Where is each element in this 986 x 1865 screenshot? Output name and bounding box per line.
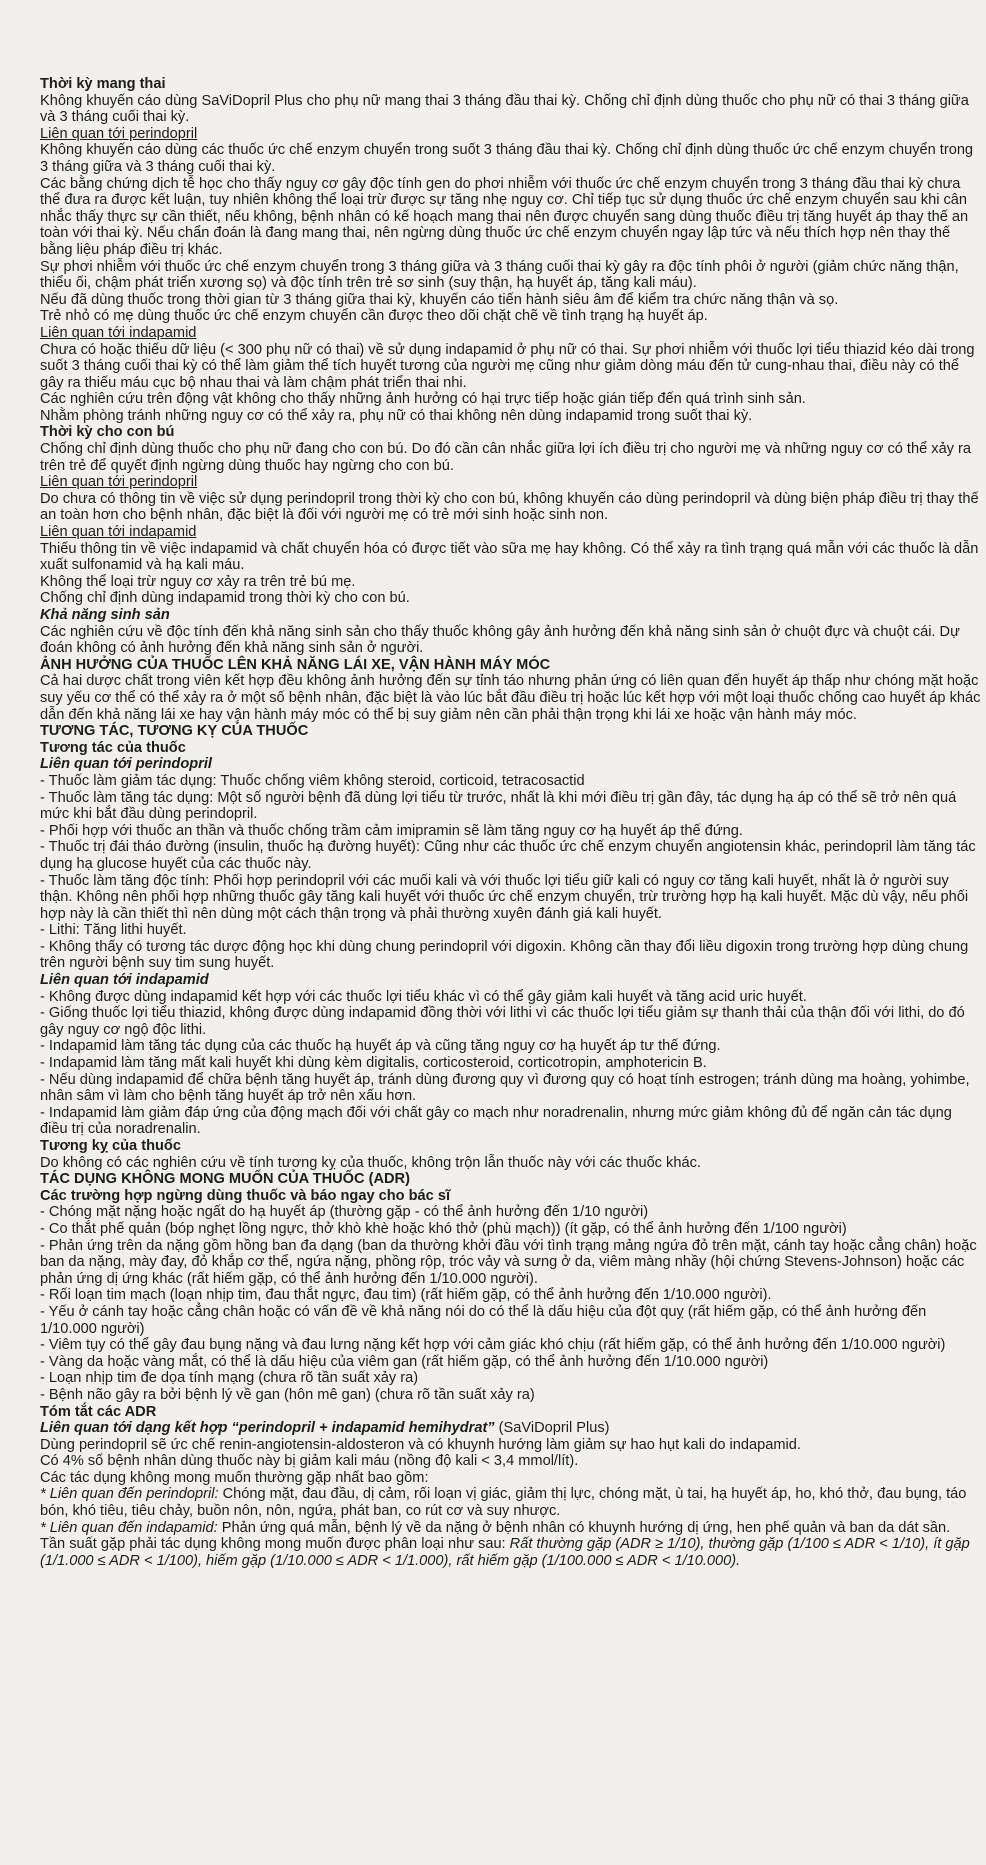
paragraph-tail: Rất thường gặp (ADR ≥ 1/10), thường gặp (1/100 ≤ ADR < 1/10), ít gặp (1/1.000 ≤ ADR < 1/100), hiếm gặp (1/10.000 ≤ ADR < 1/1.000), rất hiếm gặp (1/100.000 ≤ ADR < 1/10.000). — [40, 1536, 970, 1569]
section-heading: Thời kỳ cho con bú — [40, 424, 175, 441]
paragraph-body: Tần suất gặp phải tác dụng không mong muốn được phân loại như sau: — [40, 1536, 510, 1553]
subheading-underlined: Liên quan tới perindopril — [40, 125, 198, 142]
paragraph: - Bệnh não gây ra bởi bệnh lý về gan (hôn mê gan) (chưa rõ tần suất xảy ra) — [40, 1386, 535, 1403]
paragraph: - Yếu ở cánh tay hoặc cẳng chân hoặc có vấn đề về khả năng nói do có thể là dấu hiệu của đột quỵ (rất hiếm gặp, có thể ảnh hưởng đến 1/10.000 người) — [40, 1303, 927, 1337]
paragraph: Các nghiên cứu về độc tính đến khả năng sinh sản cho thấy thuốc không gây ảnh hưởng đến khả năng sinh sản ở chuột đực và chuột cái. Dự đoán không có ảnh hưởng đến khả năng sinh sản ở người. — [40, 623, 960, 657]
section-heading: Tóm tắt các ADR — [40, 1403, 157, 1420]
paragraph-body: Chóng mặt, đau đầu, dị cảm, rối loạn vị giác, giảm thị lực, chóng mặt, ù tai, hạ huyết áp, ho, khó thở, đau bụng, táo bón, khó tiêu, tiêu chảy, buồn nôn, nôn, ngứa, phát ban, co rút cơ và suy nhược. — [40, 1486, 967, 1520]
leaflet-text — [40, 76, 982, 1569]
paragraph: - Giống thuốc lợi tiểu thiazid, không được dùng indapamid đồng thời với lithi vì các thuốc lợi tiểu giảm sự thanh thải của thận đối với lithi, do đó gây nguy cơ ngộ độc lithi. — [40, 1005, 965, 1038]
paragraph: - Không thấy có tương tác dược động học khi dùng chung perindopril với digoxin. Không cần thay đổi liều digoxin trong trường hợp dùng chung trên người bệnh suy tim sung huyết. — [40, 938, 969, 972]
paragraph: - Nếu dùng indapamid để chữa bệnh tăng huyết áp, tránh dùng đương quy vì đương quy có hoạt tính estrogen; tránh dùng ma hoàng, yohimbe, nhân sâm vì làm cho bệnh tăng huyết áp trở nên xấu hơn. — [40, 1071, 970, 1105]
paragraph-lead: * Liên quan đến indapamid: — [40, 1519, 218, 1536]
paragraph: Trẻ nhỏ có mẹ dùng thuốc ức chế enzym chuyển cần được theo dõi chặt chẽ về tình trạng hạ huyết áp. — [40, 308, 708, 325]
paragraph: Chống chỉ định dùng indapamid trong thời kỳ cho con bú. — [40, 590, 410, 607]
paragraph: - Phản ứng trên da nặng gồm hồng ban đa dạng (ban da thường khởi đầu với tình trạng mảng ngứa đỏ trên mặt, cánh tay hoặc cẳng chân) hoặc ban da nặng, mày đay, đỏ khắp cơ thể, ngứa nặng, phồng rộp, tróc vảy và sưng ở da, viêm màng nhầy (hội chứng Stevens-Johnson) hoặc các phản ứng dị ứng khác (rất hiếm gặp, có thể ảnh hưởng đến 1/10.000 người). — [40, 1237, 977, 1287]
paragraph-body: Phản ứng quá mẫn, bệnh lý về da nặng ở bệnh nhân có khuynh hướng dị ứng, hen phế quản và ban da dát sần. — [217, 1519, 951, 1536]
paragraph — [40, 1486, 982, 1519]
paragraph: Các bằng chứng dịch tễ học cho thấy nguy cơ gây độc tính gen do phơi nhiễm với thuốc ức chế enzym chuyển trong 3 tháng đầu thai kỳ chưa thể đưa ra được kết luận, tuy nhiên không thể loại trừ được sự tăng nhẹ nguy cơ. Chỉ tiếp tục sử dụng thuốc ức chế enzym chuyển sau khi cân nhắc thấy thực sự cần thiết, nếu không, bệnh nhân có kế hoạch mang thai nên được chuyển sang dùng thuốc điều trị tăng huyết áp thay thế an toàn với thai kỳ. Nếu chẩn đoán là đang mang thai, nên ngừng dùng thuốc ức chế enzym chuyển ngay lập tức và nếu thích hợp nên thay thế bằng liệu pháp điều trị khác. — [40, 175, 969, 258]
paragraph: Do chưa có thông tin về việc sử dụng perindopril trong thời kỳ cho con bú, không khuyến cáo dùng perindopril và dùng biện pháp điều trị thay thế an toàn hơn cho bệnh nhân, đặc biệt là đối với người mẹ có trẻ mới sinh hoặc sinh non. — [40, 490, 979, 524]
section-heading: Tương kỵ của thuốc — [40, 1138, 181, 1154]
paragraph: - Viêm tụy có thể gây đau bụng nặng và đau lưng nặng kết hợp với cảm giác khó chịu (rất hiếm gặp, có thể ảnh hưởng đến 1/10.000 người) — [40, 1337, 946, 1354]
paragraph: - Indapamid làm tăng tác dụng của các thuốc hạ huyết áp và cũng tăng nguy cơ hạ huyết áp tư thế đứng. — [40, 1038, 721, 1055]
paragraph: - Chóng mặt nặng hoặc ngất do hạ huyết áp (thường gặp - có thể ảnh hưởng đến 1/10 người) — [40, 1204, 649, 1221]
paragraph: - Thuốc làm tăng tác dụng: Một số người bệnh đã dùng lợi tiểu từ trước, nhất là khi mới điều trị gần đây, tác dụng hạ áp có thể sẽ trở nên quá mức khi bắt đầu dùng perindopril. — [40, 789, 957, 823]
chapter-heading: ẢNH HƯỞNG CỦA THUỐC LÊN KHẢ NĂNG LÁI XE, VẬN HÀNH MÁY MÓC — [40, 656, 551, 673]
paragraph: - Thuốc làm giảm tác dụng: Thuốc chống viêm không steroid, corticoid, tetracosactid — [40, 772, 585, 789]
paragraph: - Thuốc làm tăng độc tính: Phối hợp perindopril với các muối kali và với thuốc lợi tiểu giữ kali có nguy cơ tăng kali huyết, nhất là ở người suy thận. Không nên phối hợp những thuốc gây tăng kali huyết với thuốc ức chế enzym chuyển, trừ trường hợp hạ kali huyết. Mặc dù vậy, nếu phối hợp này là cần thiết thì nên dùng một cách thận trọng và phải thường xuyên đánh giá kali huyết. — [40, 872, 969, 922]
paragraph: Không thể loại trừ nguy cơ xảy ra trên trẻ bú mẹ. — [40, 573, 356, 590]
paragraph: Nhằm phòng tránh những nguy cơ có thể xảy ra, phụ nữ có thai không nên dùng indapamid trong suốt thai kỳ. — [40, 407, 753, 424]
heading-lead: Liên quan tới dạng kết hợp “perindopril + indapamid hemihydrat” — [40, 1420, 495, 1437]
subsection-heading: Liên quan tới indapamid — [40, 972, 209, 989]
subsection-heading: Khả năng sinh sản — [40, 607, 170, 623]
heading-tail: (SaViDopril Plus) — [494, 1420, 610, 1437]
paragraph: - Vàng da hoặc vàng mắt, có thể là dấu hiệu của viêm gan (rất hiếm gặp, có thể ảnh hưởng đến 1/10.000 người) — [40, 1353, 769, 1370]
paragraph: Dùng perindopril sẽ ức chế renin-angiotensin-aldosteron và có khuynh hướng làm giảm sự hao hụt kali do indapamid. — [40, 1436, 801, 1453]
section-heading: Thời kỳ mang thai — [40, 76, 166, 92]
section-heading: Các trường hợp ngừng dùng thuốc và báo ngay cho bác sĩ — [40, 1187, 450, 1204]
paragraph: Các nghiên cứu trên động vật không cho thấy những ảnh hưởng có hại trực tiếp hoặc gián tiếp đến quá trình sinh sản. — [40, 391, 806, 408]
paragraph: Có 4% số bệnh nhân dùng thuốc này bị giảm kali máu (nồng độ kali < 3,4 mmol/lít). — [40, 1453, 579, 1470]
paragraph: - Indapamid làm giảm đáp ứng của động mạch đối với chất gây co mạch như noradrenalin, nhưng mức giảm không đủ để ngăn cản tác dụng điều trị của noradrenalin. — [40, 1104, 952, 1138]
paragraph: Cả hai dược chất trong viên kết hợp đều không ảnh hưởng đến sự tỉnh táo nhưng phản ứng có liên quan đến huyết áp thấp như chóng mặt hoặc suy yếu cơ thể có thể xảy ra ở một số bệnh nhân, đặc biệt là vào lúc bắt đầu điều trị hoặc lúc kết hợp với một loại thuốc chống cao huyết áp khác dẫn đến khả năng lái xe hay vận hành máy móc có thể bị suy giảm nên cần phải thận trọng khi lái xe hoặc vận hành máy móc. — [40, 673, 981, 723]
paragraph-lead: * Liên quan đến perindopril: — [40, 1486, 219, 1503]
paragraph: - Co thắt phế quản (bóp nghẹt lồng ngực, thở khò khè hoặc khó thở (phù mạch)) (ít gặp, có thể ảnh hưởng đến 1/100 người) — [40, 1220, 847, 1237]
subheading-underlined: Liên quan tới perindopril — [40, 474, 198, 491]
paragraph: - Indapamid làm tăng mất kali huyết khi dùng kèm digitalis, corticosteroid, corticotropin, amphotericin B. — [40, 1055, 707, 1072]
paragraph: - Thuốc trị đái tháo đường (insulin, thuốc hạ đường huyết): Cũng như các thuốc ức chế enzym chuyển angiotensin khác, perindopril làm tăng tác dụng hạ glucose huyết của các thuốc này. — [40, 839, 976, 872]
paragraph: - Rối loạn tim mạch (loạn nhịp tim, đau thắt ngực, đau tim) (rất hiếm gặp, có thể ảnh hưởng đến 1/10.000 người). — [40, 1287, 772, 1304]
subsection-heading — [40, 1420, 982, 1437]
paragraph: - Loạn nhịp tim đe dọa tính mạng (chưa rõ tần suất xảy ra) — [40, 1370, 419, 1387]
paragraph: - Không được dùng indapamid kết hợp với các thuốc lợi tiểu khác vì có thể gây giảm kali huyết và tăng acid uric huyết. — [40, 988, 807, 1005]
paragraph: Thiếu thông tin về việc indapamid và chất chuyển hóa có được tiết vào sữa mẹ hay không. Có thể xảy ra tình trạng quá mẫn với các thuốc là dẫn xuất sulfonamid và hạ kali máu. — [40, 540, 979, 574]
chapter-heading: TÁC DỤNG KHÔNG MONG MUỐN CỦA THUỐC (ADR) — [40, 1171, 410, 1188]
paragraph: Nếu đã dùng thuốc trong thời gian từ 3 tháng giữa thai kỳ, khuyến cáo tiến hành siêu âm để kiểm tra chức năng thận và sọ. — [40, 291, 839, 308]
chapter-heading: TƯƠNG TÁC, TƯƠNG KỴ CỦA THUỐC — [40, 723, 309, 740]
section-heading: Tương tác của thuốc — [40, 739, 186, 756]
paragraph: Sự phơi nhiễm với thuốc ức chế enzym chuyển trong 3 tháng giữa và 3 tháng cuối thai kỳ gây ra độc tính phôi ở người (giảm chức năng thận, thiểu ối, chậm phát triển xương sọ) và độc tính trên trẻ sơ sinh (suy thận, hạ huyết áp, tăng kali máu). — [40, 258, 959, 292]
paragraph: Các tác dụng không mong muốn thường gặp nhất bao gồm: — [40, 1469, 429, 1486]
subheading-underlined: Liên quan tới indapamid — [40, 524, 197, 541]
paragraph: Chưa có hoặc thiếu dữ liệu (< 300 phụ nữ có thai) về sử dụng indapamid ở phụ nữ có thai. Sự phơi nhiễm với thuốc lợi tiểu thiazid kéo dài trong suốt 3 tháng cuối thai kỳ có thể làm giảm thể tích huyết tương của người mẹ cũng như giảm dòng máu đến tử cung-nhau thai, điều này có thể gây ra thiếu máu cục bộ nhau thai và làm chậm phát triển thai nhi. — [40, 341, 975, 391]
paragraph — [40, 1536, 982, 1569]
subheading-underlined: Liên quan tới indapamid — [40, 324, 197, 341]
paragraph: Không khuyến cáo dùng các thuốc ức chế enzym chuyển trong suốt 3 tháng đầu thai kỳ. Chống chỉ định dùng thuốc ức chế enzym chuyển trong 3 tháng giữa và 3 tháng cuối thai kỳ. — [40, 142, 974, 175]
paragraph — [40, 1520, 982, 1537]
paragraph: Không khuyến cáo dùng SaViDopril Plus cho phụ nữ mang thai 3 tháng đầu thai kỳ. Chống chỉ định dùng thuốc cho phụ nữ có thai 3 tháng giữa và 3 tháng cuối thai kỳ. — [40, 92, 969, 126]
paragraph: - Lithi: Tăng lithi huyết. — [40, 922, 187, 939]
paragraph: - Phối hợp với thuốc an thần và thuốc chống trầm cảm imipramin sẽ làm tăng nguy cơ hạ huyết áp thế đứng. — [40, 822, 743, 839]
subsection-heading: Liên quan tới perindopril — [40, 756, 212, 773]
paragraph: Do không có các nghiên cứu về tính tương kỵ của thuốc, không trộn lẫn thuốc này với các thuốc khác. — [40, 1154, 701, 1171]
paragraph: Chống chỉ định dùng thuốc cho phụ nữ đang cho con bú. Do đó cần cân nhắc giữa lợi ích điều trị cho người mẹ và những nguy cơ có thể xảy ra trên trẻ để quyết định ngừng dùng thuốc hay ngừng cho con bú. — [40, 441, 972, 474]
